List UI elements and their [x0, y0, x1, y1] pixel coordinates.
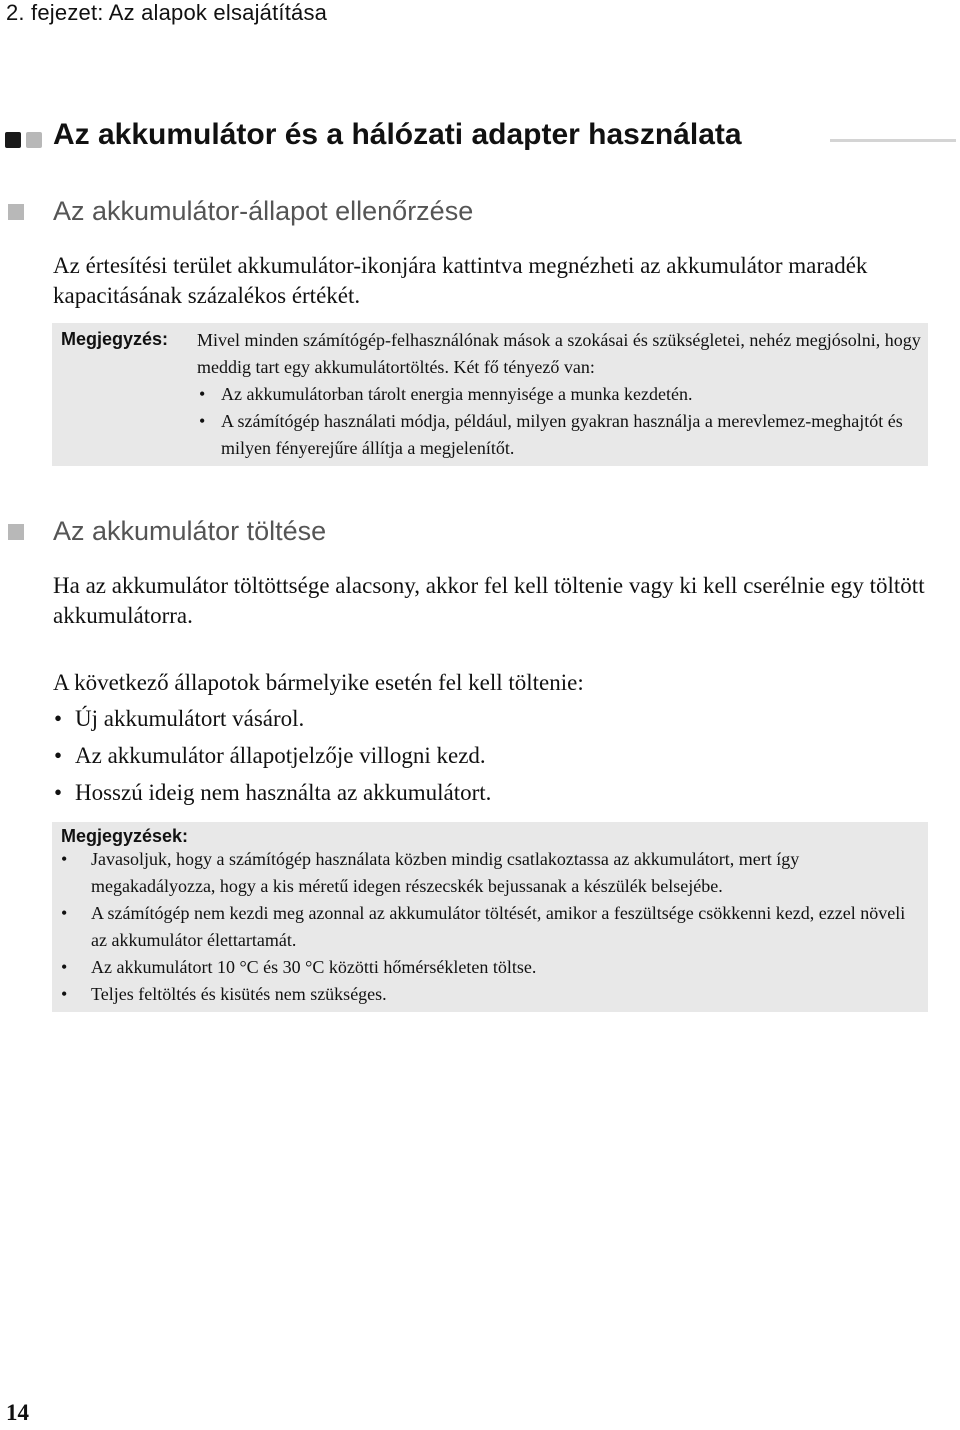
note-text: Mivel minden számítógép-felhasználónak mások a szokásai és szükségletei, nehéz megjósolni, hogy meddig tart egy akkumulátortöltés. Két fő tényező van: — [197, 330, 921, 377]
section-heading-battery-status — [0, 196, 960, 232]
chapter-header: 2. fejezet: Az alapok elsajátítása — [6, 0, 328, 25]
list-item: • A számítógép használati módja, például, milyen gyakran használja a merevlemez-meghajtót és milyen fényerejűre állítja a megjelenítőt. — [197, 408, 922, 462]
list-item: • Az akkumulátorban tárolt energia mennyisége a munka kezdetén. — [197, 381, 922, 408]
list-item: • Új akkumulátort vásárol. — [53, 700, 933, 737]
list-item: • Teljes feltöltés és kisütés nem szükséges. — [61, 981, 921, 1008]
note-box — [52, 323, 928, 466]
list-item: • A számítógép nem kezdi meg azonnal az akkumulátor töltését, amikor a feszültsége csökkenni kezd, ezzel növeli az akkumulátor élettartamát. — [61, 900, 921, 954]
battery-status-paragraph: Az értesítési terület akkumulátor-ikonjára kattintva megnézheti az akkumulátor maradék kapacitásának százalékos értékét. — [53, 253, 868, 308]
main-title: Az akkumulátor és a hálózati adapter használata — [53, 118, 742, 151]
notes-list — [61, 846, 921, 1008]
square-bullet-icon — [8, 524, 24, 540]
list-item: • Hosszú ideig nem használta az akkumulátort. — [53, 774, 933, 811]
list-item: • Az akkumulátort 10 °C és 30 °C közötti hőmérsékleten töltse. — [61, 954, 921, 981]
section-title: Az akkumulátor töltése — [53, 516, 327, 546]
main-title-row — [0, 118, 960, 158]
double-square-icon — [5, 131, 45, 149]
page-number: 14 — [6, 1400, 29, 1425]
list-item: • Az akkumulátor állapotjelzője villogni kezd. — [53, 737, 933, 774]
note-bullet-list — [197, 381, 922, 462]
charging-paragraph: Ha az akkumulátor töltöttsége alacsony, akkor fel kell töltenie vagy ki kell cserélnie egy töltött akkumulátorra. — [53, 573, 925, 628]
notes-label: Megjegyzések: — [61, 826, 189, 846]
notes-box — [52, 822, 928, 1012]
section-heading-charging — [0, 516, 960, 552]
note-label: Megjegyzés: — [61, 329, 169, 349]
list-item: • Javasoljuk, hogy a számítógép használata közben mindig csatlakoztassa az akkumulátort, mert így megakadályozza, hogy a kis méretű idegen részecskék bejussanak a készülék belsejébe. — [61, 846, 921, 900]
charging-conditions-list — [53, 700, 933, 811]
charging-conditions-intro: A következő állapotok bármelyike esetén fel kell töltenie: — [53, 670, 584, 695]
title-rule — [830, 139, 956, 142]
section-title: Az akkumulátor-állapot ellenőrzése — [53, 196, 474, 226]
square-bullet-icon — [8, 204, 24, 220]
